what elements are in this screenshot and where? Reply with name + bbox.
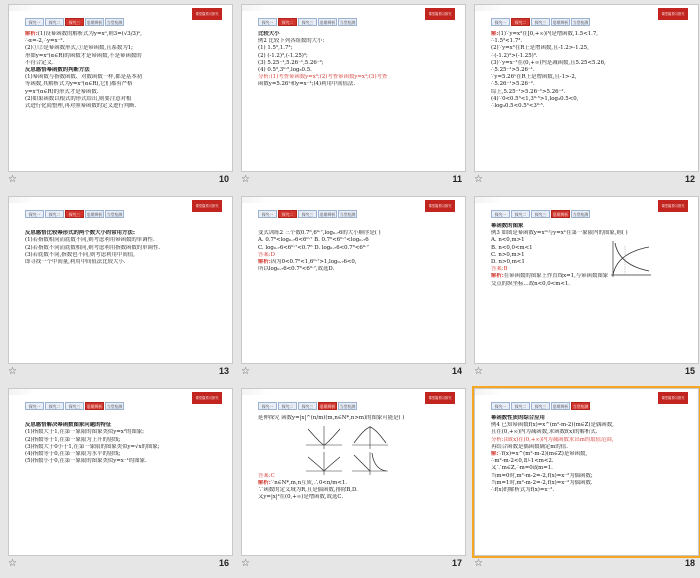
section-tab: 探究二 (511, 402, 530, 410)
slide-text-line: 解:(1)∵y=x³在[0,+∞)内是增函数,1.5<1.7, (491, 31, 599, 37)
animation-star-icon[interactable]: ☆ (474, 558, 483, 569)
slide-text-line: 当m=0时,m²-m-2=-2,f(x)=x⁻²为偶函数; (491, 472, 593, 479)
slide-text-line: (1) 1.5³,1.7³; (258, 45, 293, 52)
animation-star-icon[interactable]: ☆ (8, 366, 17, 377)
slide-text-line: (1)若指数相同而底数不同,则考虑利用幂函数的单调性. (25, 237, 155, 244)
section-tab: 探究二 (45, 210, 64, 218)
slide-text-line: 式进行化简整理,再对照幂函数的定义进行判断. (25, 103, 137, 110)
slide-text-line: 比较大小 (258, 31, 280, 37)
slide-footer (8, 174, 231, 188)
slide-text-line: (1)幂函数与指数函数、对数函数一样,都是基本初 (25, 74, 143, 81)
slide-text-line: (2)若指数不同而底数相同,则考虑利用指数函数的单调性. (25, 244, 161, 251)
section-tab: 思维辨析 (319, 404, 336, 409)
section-tab: 探究二 (511, 18, 530, 26)
slide-number: 13 (218, 366, 229, 376)
slide-corner-decoration (9, 389, 37, 395)
slide-preview[interactable] (474, 388, 699, 556)
slide-text-line: 反思感悟解决幂函数图象问题的特征 (25, 422, 112, 429)
slide-body (25, 31, 222, 167)
slide-thumbnail-14[interactable] (237, 194, 467, 386)
slide-thumbnail-17[interactable] (237, 386, 467, 578)
slide-text-line: (2) (-1.2)³,(-1.25)³; (258, 52, 308, 59)
slide-text-line: 再结合函数是偶函数确定m的值. (491, 443, 568, 450)
section-tab: 思维辨析 (552, 212, 569, 217)
slide-thumbnail-10[interactable] (4, 2, 234, 194)
slide-text-line: A. 0.7⁶<log₀.₇6<6⁰·⁷ B. 0.7⁶<6⁰·⁷<log₀.₇6 (258, 237, 369, 244)
slide-text-line: 当m=1时,m²-m-2=-2,f(x)=x⁻²为偶函数. (491, 479, 593, 486)
brand-badge: 课堂篇预习探究 (425, 200, 455, 212)
section-tab: 思维辨析 (86, 20, 103, 25)
slide-text-line: 分析:由f(x)在(0,+∞)内为减函数求出m的取值范围, (491, 436, 614, 443)
slide-preview[interactable] (8, 196, 233, 364)
slide-text-line: 幂函数的图象 (491, 223, 524, 229)
section-tab: 探究一 (258, 210, 277, 218)
slide-body (25, 415, 222, 551)
slide-footer (241, 558, 464, 572)
slide-text-line: 又y=|x|ᵏ在(0,+∞)是增函数,故选C. (258, 494, 344, 501)
section-tab: 探究三 (298, 210, 317, 218)
power-function-graph (607, 239, 653, 279)
slide-body (258, 223, 455, 359)
brand-badge: 课堂篇预习探究 (192, 200, 222, 212)
slide-body (25, 223, 222, 359)
slide-text-line: ∴α=-2,∴y=x⁻². (25, 38, 65, 45)
slide-corner-decoration (475, 5, 503, 11)
section-tab: 思维辨析 (552, 20, 569, 25)
slide-text-line: 答案:D (258, 251, 275, 258)
slide-footer (474, 558, 697, 572)
slide-text-line: 反思感悟幂函数的判断方法 (25, 67, 90, 74)
section-tab: 探究一 (258, 402, 277, 410)
section-tabs (25, 18, 124, 26)
slide-thumbnail-12[interactable] (470, 2, 700, 194)
section-tab: 当堂检测 (572, 212, 589, 217)
slide-text-line: 形如y=xᵅ(α∈R)的函数才是幂函数,不是幂函数的 (25, 52, 142, 59)
slide-text-line: ∴f(x)的解析式为f(x)=x⁻². (491, 487, 555, 494)
section-tab: 当堂检测 (339, 404, 356, 409)
section-tab: 思维辨析 (319, 212, 336, 217)
section-tab: 思维辨析 (86, 212, 103, 217)
slide-text-line: (3)∵y=x⁻¹在(0,+∞)内是减函数,且5.25<5.26, (491, 59, 606, 66)
slide-text-line: (3)若底数不同,指数也不同,则考虑利用中间值, (25, 251, 135, 258)
brand-badge: 课堂篇预习探究 (658, 8, 688, 20)
brand-badge: 课堂篇预习探究 (425, 8, 455, 20)
slide-text-line: 反思感悟比较幂形式的两个数大小的常用方法: (25, 230, 135, 237)
slide-footer (241, 174, 464, 188)
slide-text-line: 例2 比较下列各组数的大小: (258, 38, 325, 45)
slide-number: 16 (218, 558, 229, 568)
slide-number: 12 (684, 174, 695, 184)
brand-badge: 课堂篇预习探究 (658, 392, 688, 404)
slide-corner-decoration (475, 389, 503, 395)
slide-text-line: (4) 0.5³,3⁰·⁵,log₃0.5. (258, 67, 312, 74)
brand-badge: 课堂篇预习探究 (425, 392, 455, 404)
slide-text-line: ∴5.26⁻¹>5.26⁻². (491, 81, 535, 88)
section-tabs (491, 210, 590, 218)
section-tab: 当堂检测 (106, 212, 123, 217)
slide-text-line: 且在(0,+∞)内为减函数,求函数f(x)的解析式. (491, 429, 598, 436)
slide-text-line: 解:∵f(x)=x^(m²-m-2)(m∈Z)是幂函数, (491, 451, 588, 458)
brand-badge: 课堂篇预习探究 (192, 392, 222, 404)
candidate-graphs (302, 425, 392, 477)
slide-text-line: 又∵m∈Z,∴m=0或m=1. (491, 465, 553, 472)
slide-text-line: 交点的纵坐标…故n<0,0<m<1. (491, 280, 570, 287)
animation-star-icon[interactable]: ☆ (241, 558, 250, 569)
section-tab: 探究三 (531, 402, 550, 410)
slide-corner-decoration (242, 5, 270, 11)
slide-text-line: 即寻找一个中间量,利用中间值法比较大小. (25, 259, 126, 266)
animation-star-icon[interactable]: ☆ (241, 366, 250, 377)
animation-star-icon[interactable]: ☆ (474, 366, 483, 377)
slide-text-line: (2)如果函数以根式的形式给出,则要注意对根 (25, 95, 132, 102)
section-tab: 思维辨析 (319, 20, 336, 25)
section-tab: 探究二 (45, 18, 64, 26)
section-tab: 探究二 (278, 210, 297, 218)
section-tab: 探究一 (25, 18, 44, 26)
brand-badge: 课堂篇预习探究 (658, 200, 688, 212)
animation-star-icon[interactable]: ☆ (474, 174, 483, 185)
slide-text-line: 例4 已知幂函数f(x)=x^(m²-m-2)(m∈Z)是偶函数, (491, 422, 614, 429)
section-tab: 探究一 (491, 402, 510, 410)
slide-text-line: ∵y=5.26ˣ在R上是增函数,且-1>-2, (491, 74, 577, 81)
slide-text-line: 解析:(1)设幂函数的解析式为y=xᵅ,则3=(√3/3)ᵅ, (25, 31, 142, 37)
slide-body (491, 223, 688, 359)
slide-text-line (25, 415, 222, 422)
slide-footer (474, 366, 697, 380)
slide-text-line: (1)指数大于1,在第一象限的图象类似y=x²的图象; (25, 429, 144, 436)
slide-text-line: (3)指数大于0小于1,在第一象限的图象类似y=√x的图象; (25, 443, 160, 450)
section-tab: 探究一 (25, 210, 44, 218)
slide-text-line (258, 223, 455, 230)
section-tab: 探究三 (531, 18, 550, 26)
slide-text-line: ∴m²-m-2<0,即-1<m<2. (491, 458, 554, 465)
slide-text-line: 变式训练2 三个数0.7⁶,6⁰·⁷,log₀.₇6的大小顺序是( ) (258, 230, 381, 237)
section-tab: 探究一 (491, 210, 510, 218)
slide-preview[interactable] (241, 196, 466, 364)
slide-text-line: 函数y=5.26ˣ和y=x⁻¹;(4)利用中间值法. (258, 81, 356, 88)
slide-text-line: 解析:因为0<0.7⁶<1,6⁰·⁷>1,log₀.₇6<0, (258, 259, 357, 266)
slide-thumbnail-18[interactable] (470, 386, 700, 578)
slide-thumbnail-16[interactable] (4, 386, 234, 578)
section-tab: 探究三 (298, 402, 317, 410)
section-tab: 探究三 (531, 210, 550, 218)
section-tabs (25, 210, 124, 218)
section-tab: 探究二 (278, 18, 297, 26)
slide-text-line: ∵函数的定义域为R,且是偶函数,排除B,D. (258, 487, 358, 494)
slide-text-line: 答案:C (258, 472, 275, 479)
animation-star-icon[interactable]: ☆ (241, 174, 250, 185)
slide-corner-decoration (242, 389, 270, 395)
slide-number: 10 (218, 174, 229, 184)
section-tab: 探究一 (491, 18, 510, 26)
slide-text-line: C. log₀.₇6<6⁰·⁷<0.7⁶ D. log₀.₇6<0.7⁶<6⁰·⁷ (258, 244, 369, 251)
slide-text-line: 答案:B (491, 266, 508, 273)
slide-text-line: (2)①②是幂函数形式,①是幂函数,且系数为1; (25, 45, 133, 52)
slide-text-line: 不符合定义. (25, 59, 54, 66)
slide-body (491, 31, 688, 167)
slide-thumbnail-11[interactable] (237, 2, 467, 194)
slide-text-line: A. n<0,m>1 (491, 237, 525, 244)
section-tabs (258, 210, 357, 218)
section-tabs (258, 402, 357, 410)
slide-text-line: (2)指数等于1,在第一象限为上升的射线; (25, 436, 121, 443)
slide-footer (8, 558, 231, 572)
section-tabs (491, 18, 590, 26)
slide-number: 11 (452, 174, 462, 184)
slide-number: 17 (451, 558, 462, 568)
slide-corner-decoration (475, 197, 503, 203)
slide-corner-decoration (9, 5, 37, 11)
brand-badge: 课堂篇预习探究 (192, 8, 222, 20)
slide-preview[interactable] (474, 196, 699, 364)
slide-text-line: 延伸探究 函数y=|x|^(n/m)(m,n∈N*,n>m)的图象可能是( ) (258, 415, 405, 421)
section-tab: 探究二 (278, 402, 297, 410)
slide-preview[interactable] (474, 4, 699, 172)
animation-star-icon[interactable]: ☆ (8, 174, 17, 185)
slide-preview[interactable] (241, 4, 466, 172)
slide-text-line: 幂函数性质的综合应用 (491, 415, 545, 421)
slide-text-line: 综上,5.25⁻¹>5.26⁻¹>5.26⁻². (491, 88, 566, 95)
slide-thumbnail-13[interactable] (4, 194, 234, 386)
section-tab: 当堂检测 (572, 20, 589, 25)
slide-text-line: 所以log₀.₇6<0.7⁶<6⁰·⁷,故选D. (258, 266, 335, 273)
slide-footer (8, 366, 231, 380)
slide-body (491, 415, 688, 551)
section-tab: 探究二 (45, 402, 64, 410)
slide-text-line (25, 223, 222, 230)
slide-text-line: (2)∵y=x³在R上是增函数,且-1.2>-1.25, (491, 45, 589, 52)
slide-text-line: ∴(-1.2)³>(-1.25)³. (491, 52, 538, 59)
slide-corner-decoration (9, 197, 37, 203)
slide-number: 15 (684, 366, 695, 376)
slide-preview[interactable] (241, 388, 466, 556)
section-tab: 当堂检测 (106, 404, 123, 409)
section-tab: 思维辨析 (552, 404, 569, 409)
section-tab: 探究三 (65, 210, 84, 218)
slide-number: 18 (684, 558, 695, 568)
slide-text-line: 分析:(1)考查幂函数y=x³;(2)考查幂函数y=x³;(3)考查 (258, 74, 388, 81)
section-tabs (491, 402, 590, 410)
slide-footer (474, 174, 697, 188)
slide-text-line: 解析:∵n∈N*,m,n互质,∴0<n/m<1. (258, 479, 347, 486)
section-tab: 当堂检测 (106, 20, 123, 25)
slide-body (258, 31, 455, 167)
slide-text-line: y=xᵅ(α∈R)的形式才是幂函数. (25, 88, 99, 95)
slide-text-line: 例3 如图是幂函数y=xᵐ与y=xⁿ在第一象限内的图象,则( ) (491, 230, 628, 237)
section-tabs (258, 18, 357, 26)
section-tab: 探究一 (25, 402, 44, 410)
slide-text-line: (4)∵0<0.5³<1,3⁰·⁵>1,log₃0.5<0, (491, 95, 579, 102)
slide-number: 14 (451, 366, 462, 376)
slide-text-line: (5)指数小于0,在第一象限的图象类似y=x⁻¹的图象. (25, 458, 147, 465)
section-tab: 当堂检测 (339, 20, 356, 25)
slide-text-line: ∴5.25⁻¹>5.26⁻¹. (491, 67, 535, 74)
slide-corner-decoration (242, 197, 270, 203)
slide-text-line: ∴1.5³<1.7³. (491, 38, 523, 45)
slide-footer (241, 366, 464, 380)
section-tab: 探究三 (65, 18, 84, 26)
section-tabs (25, 402, 124, 410)
slide-preview[interactable] (8, 388, 233, 556)
slide-preview[interactable] (8, 4, 233, 172)
slide-text-line: ∴log₃0.5<0.5³<3⁰·⁵. (491, 103, 545, 110)
section-tab: 探究三 (65, 402, 84, 410)
section-tab: 思维辨析 (86, 404, 103, 409)
slide-thumbnail-15[interactable] (470, 194, 700, 386)
section-tab: 当堂检测 (339, 212, 356, 217)
section-tab: 探究一 (258, 18, 277, 26)
slide-text-line: D. n>0,m<1 (491, 259, 525, 266)
slide-text-line: 解析:在幂函数的图象上作直线x=1,与幂函数图象 (491, 273, 609, 280)
animation-star-icon[interactable]: ☆ (8, 558, 17, 569)
section-tab: 探究三 (298, 18, 317, 26)
slide-text-line: (4)指数等于0,在第一象限为水平的射线; (25, 451, 121, 458)
slide-text-line: 等函数,其解析式为y=xᵅ(α∈R),它们都有严格 (25, 81, 133, 88)
slide-text-line: C. n>0,m>1 (491, 251, 525, 258)
slide-text-line: B. n<0,0<m<1 (491, 244, 533, 251)
slide-text-line: (3) 5.25⁻¹,5.26⁻¹,5.26⁻²; (258, 59, 324, 66)
section-tab: 探究二 (511, 210, 530, 218)
section-tab: 当堂检测 (572, 404, 589, 409)
